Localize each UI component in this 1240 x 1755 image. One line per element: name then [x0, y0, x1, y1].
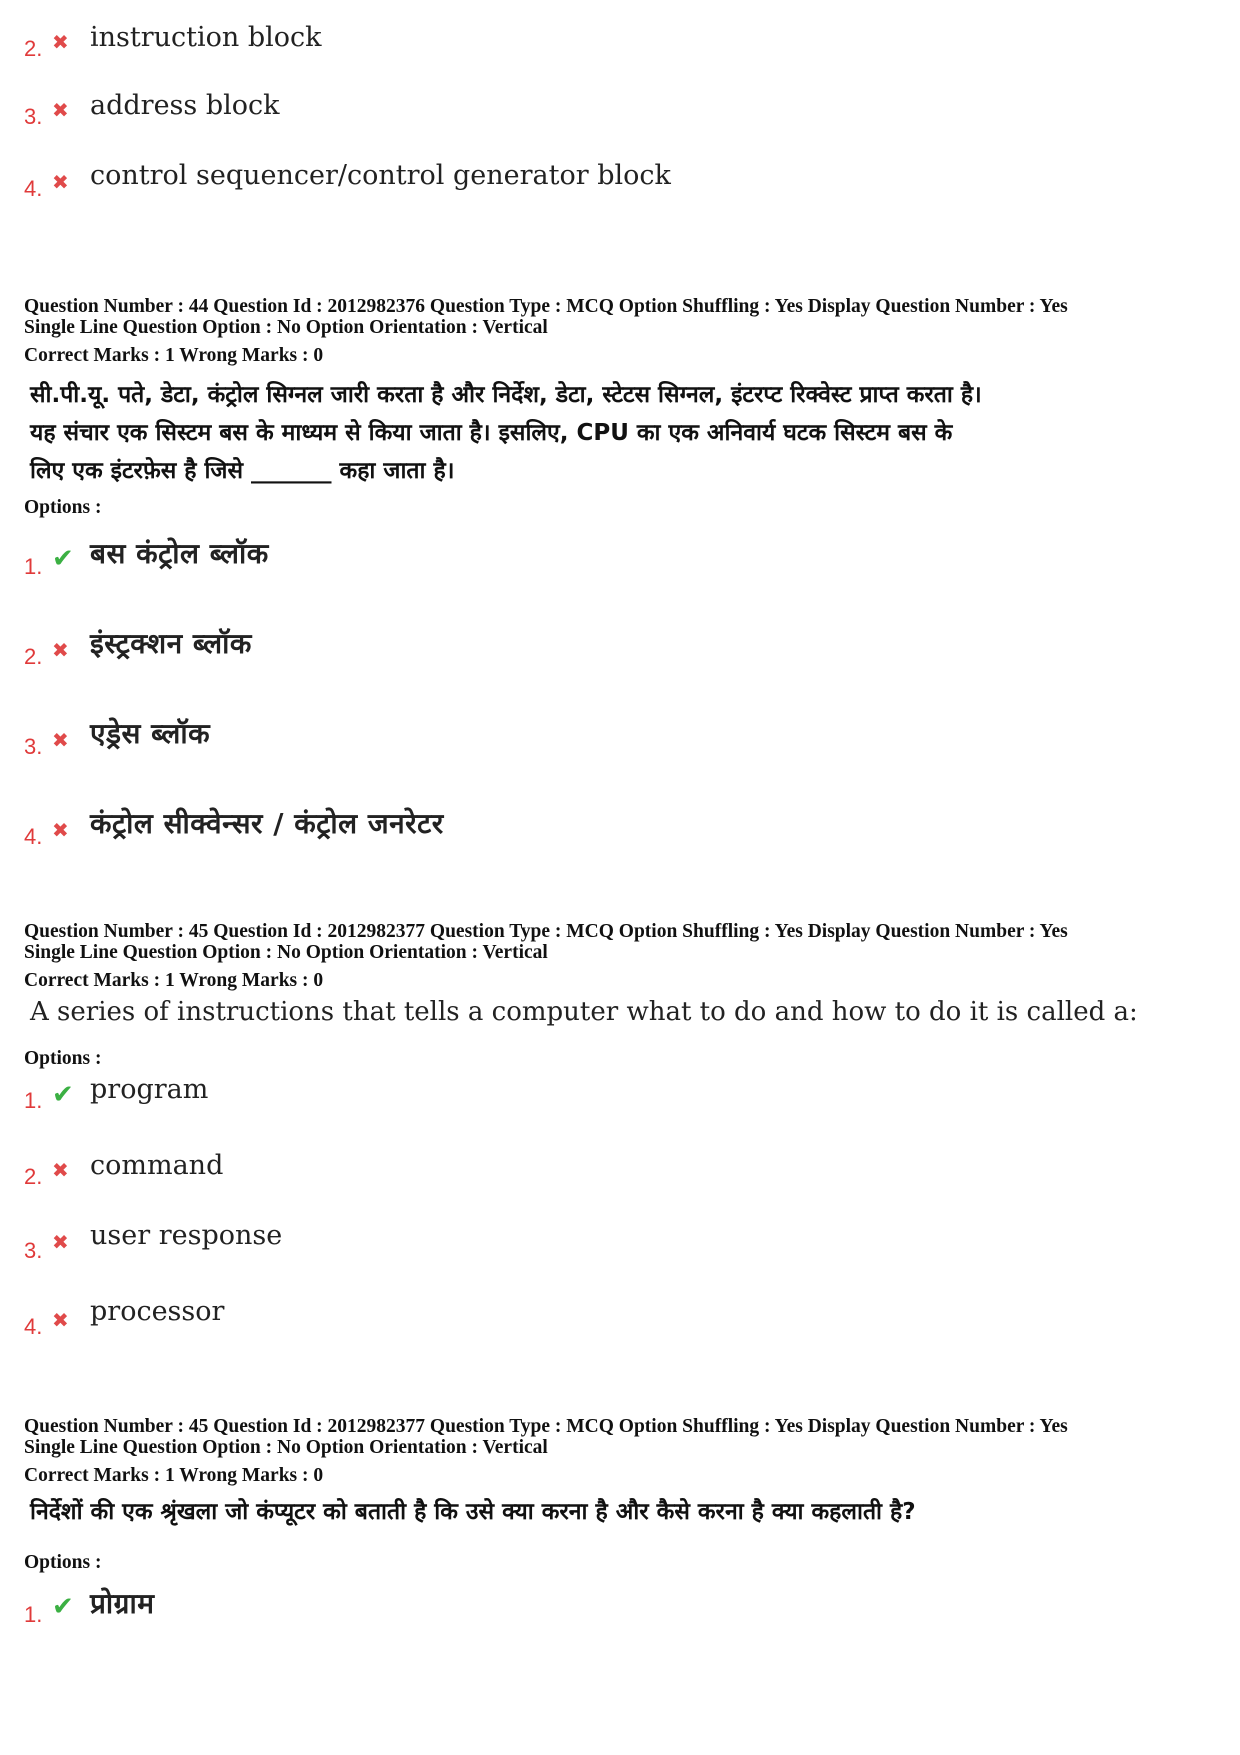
option-text: user response	[90, 1220, 283, 1251]
question-text	[30, 376, 1220, 490]
question-text: A series of instructions that tells a computer what to do and how to do it is called a:	[30, 997, 1138, 1027]
option-number: 1.	[24, 1602, 43, 1627]
option-row	[24, 624, 1124, 684]
option-number: 4.	[24, 1314, 43, 1339]
cross-icon: ✖	[52, 818, 69, 842]
question-meta-options: Single Line Question Option : No Option Orientation : Vertical	[24, 1437, 548, 1458]
option-number: 3.	[24, 734, 43, 759]
option-text: instruction block	[90, 22, 322, 53]
options-label: Options :	[24, 1048, 102, 1069]
cross-icon: ✖	[52, 1158, 69, 1182]
question-text-line: सी.पी.यू. पते, डेटा, कंट्रोल सिग्नल जारी करता है और निर्देश, डेटा, स्टेटस सिग्नल, इंटरप्ट रिक्वेस्ट प्राप्त करता है।	[30, 382, 982, 408]
option-row	[24, 1220, 1124, 1280]
option-text: बस कंट्रोल ब्लॉक	[90, 537, 269, 570]
check-icon: ✔	[52, 544, 74, 574]
option-text: processor	[90, 1296, 225, 1327]
option-text: एड्रेस ब्लॉक	[90, 717, 211, 750]
option-text: प्रोग्राम	[90, 1587, 155, 1620]
question-meta: Question Number : 45 Question Id : 2012982377 Question Type : MCQ Option Shuffling : Yes Display Question Number : Yes	[24, 921, 1068, 942]
cross-icon: ✖	[52, 638, 69, 662]
option-number: 1.	[24, 1088, 43, 1113]
cross-icon: ✖	[52, 1308, 69, 1332]
option-text: control sequencer/control generator block	[90, 160, 671, 191]
option-number: 4.	[24, 824, 43, 849]
question-meta: Question Number : 45 Question Id : 2012982377 Question Type : MCQ Option Shuffling : Yes Display Question Number : Yes	[24, 1416, 1068, 1437]
option-row	[24, 1296, 1124, 1356]
option-text: program	[90, 1074, 209, 1105]
option-row	[24, 714, 1124, 774]
options-label: Options :	[24, 497, 102, 518]
question-text-line: लिए एक इंटरफ़ेस है जिसे _______ कहा जाता है।	[30, 458, 455, 484]
option-number: 2.	[24, 1164, 43, 1189]
option-text: address block	[90, 90, 280, 121]
cross-icon: ✖	[52, 1230, 69, 1254]
option-text: इंस्ट्रक्शन ब्लॉक	[90, 627, 252, 660]
option-text: कंट्रोल सीक्वेन्सर / कंट्रोल जनरेटर	[90, 807, 444, 840]
option-row	[24, 90, 1124, 150]
cross-icon: ✖	[52, 98, 69, 122]
question-marks: Correct Marks : 1 Wrong Marks : 0	[24, 1465, 324, 1486]
question-text: निर्देशों की एक श्रृंखला जो कंप्यूटर को बताती है कि उसे क्या करना है और कैसे करना है क्या कहलाती है?	[30, 1499, 916, 1525]
question-text-line: यह संचार एक सिस्टम बस के माध्यम से किया जाता है। इसलिए, CPU का एक अनिवार्य घटक सिस्टम बस के	[30, 420, 953, 446]
question-meta: Question Number : 44 Question Id : 2012982376 Question Type : MCQ Option Shuffling : Yes Display Question Number : Yes	[24, 296, 1068, 317]
check-icon: ✔	[52, 1080, 74, 1110]
option-row	[24, 1074, 1124, 1134]
cross-icon: ✖	[52, 30, 69, 54]
option-number: 2.	[24, 644, 43, 669]
option-row	[24, 22, 1124, 82]
option-row	[24, 1150, 1124, 1210]
cross-icon: ✖	[52, 728, 69, 752]
question-meta-options: Single Line Question Option : No Option Orientation : Vertical	[24, 942, 548, 963]
option-number: 1.	[24, 554, 43, 579]
option-number: 3.	[24, 104, 43, 129]
check-icon: ✔	[52, 1592, 74, 1622]
options-label: Options :	[24, 1552, 102, 1573]
option-row	[24, 534, 1124, 594]
question-meta-options: Single Line Question Option : No Option Orientation : Vertical	[24, 317, 548, 338]
option-row	[24, 160, 1124, 220]
option-text: command	[90, 1150, 224, 1181]
cross-icon: ✖	[52, 170, 69, 194]
option-number: 4.	[24, 176, 43, 201]
question-marks: Correct Marks : 1 Wrong Marks : 0	[24, 970, 324, 991]
option-number: 3.	[24, 1238, 43, 1263]
option-number: 2.	[24, 36, 43, 61]
question-marks: Correct Marks : 1 Wrong Marks : 0	[24, 345, 324, 366]
option-row	[24, 1584, 1124, 1644]
option-row	[24, 804, 1124, 864]
